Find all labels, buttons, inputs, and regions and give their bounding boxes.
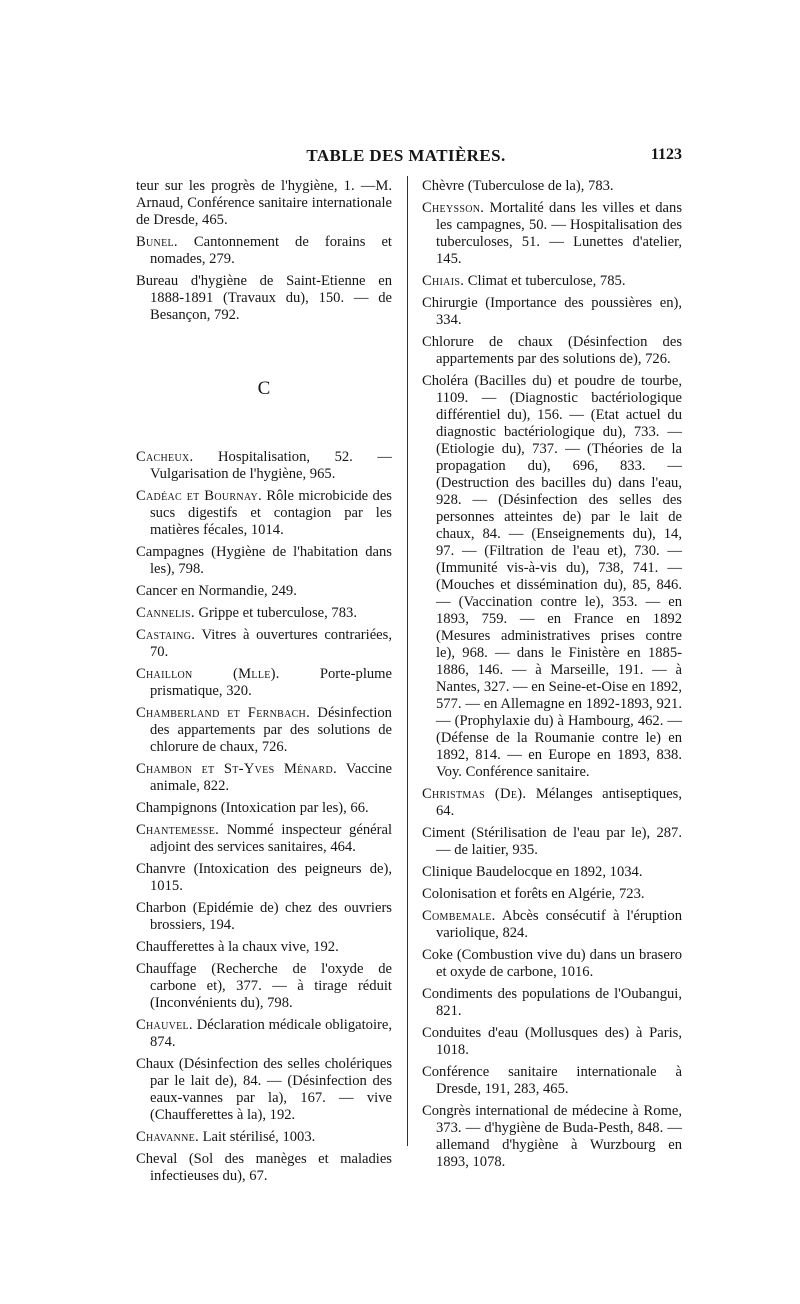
entry-text: Vitres à ouvertures contrariées, 70. — [150, 627, 392, 660]
index-entry — [136, 939, 392, 956]
entry-text: Cheval (Sol des manèges et maladies infectieuses du), 67. — [136, 1151, 392, 1184]
entry-author: Chambon et St-Yves Ménard. — [136, 761, 337, 777]
entry-text: Chèvre (Tuberculose de la), 783. — [422, 178, 614, 194]
entry-text: Bureau d'hygiène de Saint-Etienne en 1888-1891 (Travaux du), 150. — de Besançon, 792. — [136, 273, 392, 323]
page-title: TABLE DES MATIÈRES. — [306, 146, 506, 165]
entry-text: Chirurgie (Importance des poussières en), 334. — [422, 295, 682, 328]
column-divider — [407, 176, 408, 1146]
entry-text: Colonisation et forêts en Algérie, 723. — [422, 886, 645, 902]
index-entry — [136, 861, 392, 895]
entry-text: Charbon (Epidémie de) chez des ouvriers brossiers, 194. — [136, 900, 392, 933]
entry-author: Chauvel. — [136, 1017, 193, 1033]
index-entry — [422, 1103, 682, 1171]
index-entry — [136, 1151, 392, 1185]
index-entry — [136, 800, 392, 817]
index-entry — [136, 900, 392, 934]
index-entry — [422, 986, 682, 1020]
entry-author: Chiais. — [422, 273, 465, 289]
entry-text: Ciment (Stérilisation de l'eau par le), 287. — de laitier, 935. — [422, 825, 682, 858]
index-entry — [136, 822, 392, 856]
entry-text: Chaux (Désinfection des selles cholériques par le lait de), 84. — (Désinfection des eaux-vannes par la), 167. — vive (Chaufferettes à la), 192. — [136, 1056, 392, 1123]
entry-text: Clinique Baudelocque en 1892, 1034. — [422, 864, 643, 880]
entry-text: Lait stérilisé, 1003. — [198, 1129, 316, 1145]
entry-author: Chamberland et Fernbach. — [136, 705, 311, 721]
index-entry — [136, 449, 392, 483]
index-entry — [136, 234, 392, 268]
entry-text: Cancer en Normandie, 249. — [136, 583, 297, 599]
entry-text: Hospitalisation, 52. — Vulgarisation de l'hygiène, 965. — [150, 449, 392, 482]
left-column — [136, 178, 392, 1190]
entry-text: Nommé inspecteur général adjoint des services sanitaires, 464. — [150, 822, 392, 855]
index-entry — [422, 295, 682, 329]
entry-text: Grippe et tuberculose, 783. — [194, 605, 357, 621]
entry-text: Climat et tuberculose, 785. — [464, 273, 626, 289]
index-entry — [136, 583, 392, 600]
index-entry — [136, 178, 392, 229]
index-entry — [136, 961, 392, 1012]
entry-text: teur sur les progrès de l'hygiène, 1. —M. Arnaud, Conférence sanitaire internationale de Dresde, 465. — [136, 178, 392, 228]
entry-text: Porte-plume prismatique, 320. — [150, 666, 392, 699]
entry-text: Cantonnement de forains et nomades, 279. — [150, 234, 392, 267]
entry-text: Vaccine animale, 822. — [150, 761, 392, 794]
index-entry — [422, 373, 682, 781]
index-entry — [136, 605, 392, 622]
entry-author: Combemale. — [422, 908, 496, 924]
entry-text: Mélanges antiseptiques, 64. — [436, 786, 682, 819]
page-header — [130, 146, 682, 170]
index-entry — [422, 200, 682, 268]
entry-text: Mortalité dans les villes et dans les campagnes, 50. — Hospitalisation des tuberculoses, 51. — Lunettes d'atelier, 145. — [436, 200, 682, 267]
index-entry — [136, 273, 392, 324]
index-entry — [422, 178, 682, 195]
entry-text: Chanvre (Intoxication des peigneurs de), 1015. — [136, 861, 392, 894]
entry-author: Christmas (De). — [422, 786, 527, 802]
entry-author: Chaillon (Mlle). — [136, 666, 280, 682]
page-number: 1123 — [650, 146, 682, 163]
index-entry — [422, 334, 682, 368]
index-entry — [136, 1056, 392, 1124]
index-entry — [136, 666, 392, 700]
entry-text: Condiments des populations de l'Oubangui, 821. — [422, 986, 682, 1019]
index-entry — [422, 273, 682, 290]
index-entry — [422, 864, 682, 881]
entry-author: Cannelis. — [136, 605, 195, 621]
index-entry — [136, 1017, 392, 1051]
entry-author: Bunel. — [136, 234, 178, 250]
entry-text: Chlorure de chaux (Désinfection des appartements par des solutions de), 726. — [422, 334, 682, 367]
index-entry — [136, 1129, 392, 1146]
entry-author: Chavanne. — [136, 1129, 199, 1145]
entry-text: Abcès consécutif à l'éruption variolique, 824. — [436, 908, 682, 941]
index-entry — [422, 908, 682, 942]
entry-text: Champignons (Intoxication par les), 66. — [136, 800, 369, 816]
entry-author: Castaing. — [136, 627, 196, 643]
entry-text: Coke (Combustion vive du) dans un brasero et oxyde de carbone, 1016. — [422, 947, 682, 980]
index-entry — [422, 1025, 682, 1059]
index-entry — [422, 825, 682, 859]
entry-text: Désinfection des appartements par des solutions de chlorure de chaux, 726. — [150, 705, 392, 755]
entry-text: Conduites d'eau (Mollusques des) à Paris, 1018. — [422, 1025, 682, 1058]
right-column — [422, 178, 682, 1176]
entry-text: Congrès international de médecine à Rome, 373. — d'hygiène de Buda-Pesth, 848. — allemand d'hygiène à Wurzbourg en 1893, 1078. — [422, 1103, 682, 1170]
entry-text: Campagnes (Hygiène de l'habitation dans les), 798. — [136, 544, 392, 577]
entry-text: Conférence sanitaire internationale à Dresde, 191, 283, 465. — [422, 1064, 682, 1097]
entry-author: Chantemesse. — [136, 822, 220, 838]
entry-author: Cadéac et Bournay. — [136, 488, 262, 504]
index-entry — [136, 544, 392, 578]
index-entry — [136, 627, 392, 661]
index-entry — [136, 705, 392, 756]
entry-text: Chauffage (Recherche de l'oxyde de carbone et), 377. — à tirage réduit (Inconvénients du), 798. — [136, 961, 392, 1011]
index-entry — [136, 488, 392, 539]
entry-text: Rôle microbicide des sucs digestifs et contagion par les matières fécales, 1014. — [150, 488, 392, 538]
entry-text: Déclaration médicale obligatoire, 874. — [150, 1017, 392, 1050]
entry-text: Choléra (Bacilles du) et poudre de tourbe, 1109. — (Diagnostic bactériologique différentiel du), 156. — (Etat actuel du diagnostic bactériologique du), 733. — (Etiologie du), 737. — (Théories de la propagation du), 696, 833. — (Destruction des bacilles du) dans l'eau, 928. — (Désinfection des selles des personnes atteintes de) par le lait de chaux, 84. — (Enseignements du), 14, 97. — (Filtration de l'eau et), 730. — (Immunité vis-à-vis du), 738, 741. — (Mouches et dissémination du), 85, 846. — (Vaccination contre le), 353. — en 1893, 759. — en France en 1892 (Mesures administratives prises contre le), 968. — dans le Finistère en 1885-1886, 146. — à Marseille, 191. — à Nantes, 327. — en Seine-et-Oise en 1892, 577. — en Allemagne en 1892-1893, 921. — (Prophylaxie du) à Hambourg, 462. — (Défense de la Roumanie contre le) en 1892, 814. — en Europe en 1893, 838. Voy. Conférence sanitaire. — [422, 373, 683, 780]
index-entry — [422, 886, 682, 903]
index-entry — [136, 761, 392, 795]
entry-author: Cheysson. — [422, 200, 485, 216]
index-entry — [422, 1064, 682, 1098]
index-entry — [422, 786, 682, 820]
section-letter: C — [257, 378, 271, 399]
entry-text: Chaufferettes à la chaux vive, 192. — [136, 939, 339, 955]
entry-author: Cacheux. — [136, 449, 194, 465]
index-entry — [422, 947, 682, 981]
